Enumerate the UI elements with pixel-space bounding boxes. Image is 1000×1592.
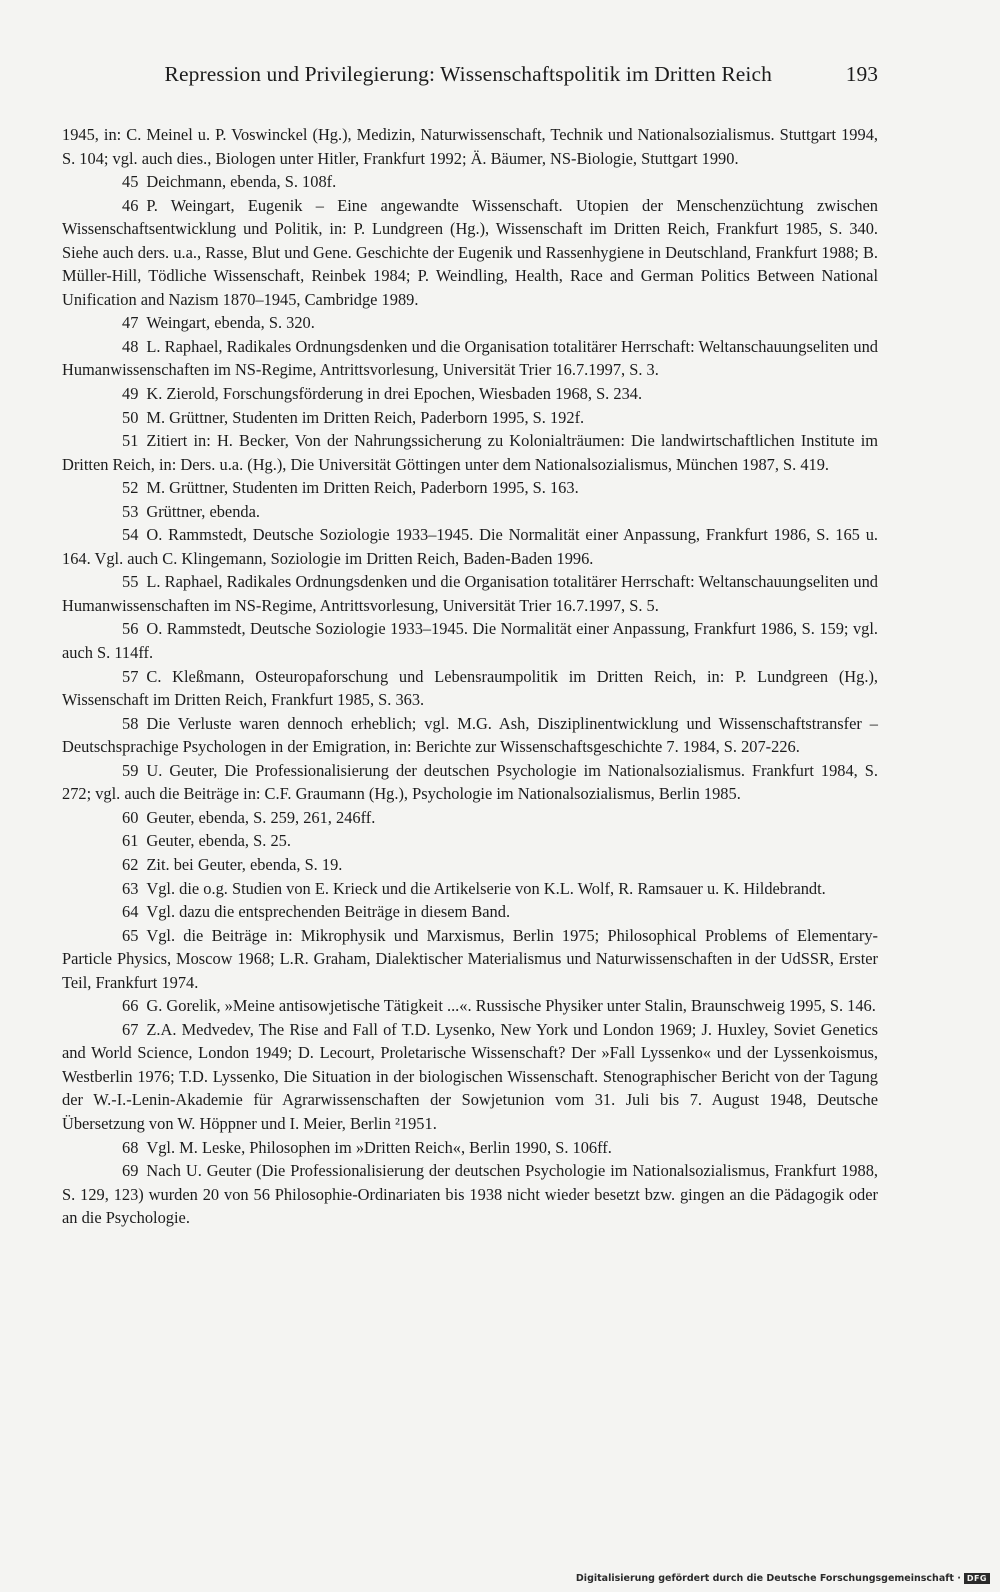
footnote-text: Zit. bei Geuter, ebenda, S. 19. [146,854,343,874]
footnote [62,665,878,712]
footnote [62,335,878,382]
running-head: Repression und Privilegierung: Wissenschaftspolitik im Dritten Reich [164,62,772,86]
footnote-number: 65 [122,925,139,945]
footnote-text: 1945, in: C. Meinel u. P. Voswinckel (Hg.), Medizin, Naturwissenschaft, Technik und Nationalsozialismus. Stuttgart 1994, S. 104; vgl. auch dies., Biologen unter Hitler, Frankfurt 1992; Ä. Bäumer, NS-Biologie, Stuttgart 1990. [62,125,878,168]
footnote [62,382,878,406]
footnote-text: Vgl. dazu die entsprechenden Beiträge in diesem Band. [146,902,511,922]
footnotes-list [62,123,878,1230]
footnote-number: 53 [122,501,139,521]
footnote [62,476,878,500]
footnote [62,1018,878,1136]
footnote-number: 67 [122,1019,139,1039]
footnote-text: L. Raphael, Radikales Ordnungsdenken und die Organisation totalitärer Herrschaft: Weltanschauungseliten und Humanwissenschaften im NS-Regime, Antrittsvorlesung, Universität Trier 16.7.1997, S. 3. [62,336,878,380]
footnote-number: 58 [122,713,139,733]
footnote-text: Vgl. M. Leske, Philosophen im »Dritten Reich«, Berlin 1990, S. 106ff. [146,1137,612,1157]
footnote-text: L. Raphael, Radikales Ordnungsdenken und die Organisation totalitärer Herrschaft: Weltanschauungseliten und Humanwissenschaften im NS-Regime, Antrittsvorlesung, Universität Trier 16.7.1997, S. 5. [62,572,878,615]
footnote-number: 69 [122,1161,139,1181]
footnote [62,994,878,1018]
footnote [62,806,878,830]
footnote-text: M. Grüttner, Studenten im Dritten Reich, Paderborn 1995, S. 192f. [146,407,585,427]
footnote [62,617,878,664]
footnote-number: 57 [122,666,139,686]
digitization-credit [576,1573,990,1584]
footnote [62,759,878,806]
footnote-number: 51 [122,431,139,451]
footnote [62,523,878,570]
footnote-text: Nach U. Geuter (Die Professionalisierung der deutschen Psychologie im Nationalsozialismus, Frankfurt 1988, S. 129, 123) wurden 20 von 56 Philosophie-Ordinariaten bis 1938 nicht wieder besetzt bzw. gingen an die Pädagogik oder an die Psychologie. [62,1161,878,1228]
footnote-number: 59 [122,760,139,780]
footnote-text: Grüttner, ebenda. [146,501,260,521]
footnote-number: 47 [122,313,139,333]
footnote [62,924,878,995]
footnote [62,311,878,335]
dfg-logo: DFG [964,1573,990,1584]
footnote-number: 48 [122,336,139,356]
footnote-text: P. Weingart, Eugenik – Eine angewandte Wissenschaft. Utopien der Menschenzüchtung zwischen Wissenschaftsentwicklung und Politik, in: P. Lundgreen (Hg.), Wissenschaft im Dritten Reich, Frankfurt 1985, S. 340. Siehe auch ders. u.a., Rasse, Blut und Gene. Geschichte der Eugenik und Rassenhygiene in Deutschland, Frankfurt 1988; B. Müller-Hill, Tödliche Wissenschaft, Reinbek 1984; P. Weindling, Health, Race and German Politics Between National Unification and Nazism 1870–1945, Cambridge 1989. [62,195,878,309]
footnote [62,1159,878,1230]
footnote-number: 66 [122,996,139,1016]
digitization-credit-text: Digitalisierung gefördert durch die Deutsche Forschungsgemeinschaft · [575,1573,961,1584]
footnote [62,1136,878,1160]
footnote-number: 54 [122,525,139,545]
footnote-text: K. Zierold, Forschungsförderung in drei Epochen, Wiesbaden 1968, S. 234. [146,384,643,404]
footnote-number: 50 [122,407,139,427]
footnote-text: Deichmann, ebenda, S. 108f. [146,172,337,192]
footnote [62,406,878,430]
footnote [62,429,878,476]
footnote [62,900,878,924]
footnote [62,877,878,901]
footnote-text: Vgl. die o.g. Studien von E. Krieck und die Artikelserie von K.L. Wolf, R. Ramsauer u. K. Hildebrandt. [146,878,826,898]
footnote-text: Weingart, ebenda, S. 320. [146,313,315,333]
footnote-text: G. Gorelik, »Meine antisowjetische Tätigkeit ...«. Russische Physiker unter Stalin, Braunschweig 1995, S. 146. [146,996,876,1016]
page-header [62,62,878,96]
footnote [62,170,878,194]
footnote-text: U. Geuter, Die Professionalisierung der deutschen Psychologie im Nationalsozialismus. Frankfurt 1984, S. 272; vgl. auch die Beiträge in: C.F. Graumann (Hg.), Psychologie im Nationalsozialismus, Berlin 1985. [62,760,878,804]
footnote-text: Z.A. Medvedev, The Rise and Fall of T.D. Lysenko, New York und London 1969; J. Huxley, Soviet Genetics and World Science, London 1949; D. Lecourt, Proletarische Wissenschaft? Der »Fall Lyssenko« und der Lyssenkoismus, Westberlin 1976; T.D. Lyssenko, Die Situation in der biologischen Wissenschaft. Stenographischer Bericht von der Tagung der W.-I.-Lenin-Akademie für Agrarwissenschaften der Sowjetunion vom 31. Juli bis 7. August 1948, Deutsche Übersetzung von W. Höppner und I. Meier, Berlin ²1951. [62,1019,878,1133]
footnote [62,123,878,170]
footnote [62,570,878,617]
footnote [62,853,878,877]
footnote-number: 52 [122,478,139,498]
footnote [62,712,878,759]
footnote-number: 68 [122,1137,139,1157]
footnote-number: 46 [122,195,139,215]
footnote-number: 49 [122,384,139,404]
footnote-text: Die Verluste waren dennoch erheblich; vgl. M.G. Ash, Disziplinentwicklung und Wissenschaftstransfer – Deutschsprachige Psychologen in der Emigration, in: Berichte zur Wissenschaftsgeschichte 7. 1984, S. 207-226. [62,713,878,757]
footnote-number: 55 [122,572,139,592]
footnote-number: 61 [122,831,139,851]
footnote-text: Geuter, ebenda, S. 25. [146,831,291,851]
footnote-number: 45 [122,172,139,192]
footnote-text: Geuter, ebenda, S. 259, 261, 246ff. [146,807,376,827]
footnote-text: Zitiert in: H. Becker, Von der Nahrungssicherung zu Kolonialträumen: Die landwirtschaftlichen Institute im Dritten Reich, in: Ders. u.a. (Hg.), Die Universität Göttingen unter dem Nationalsozialismus, München 1987, S. 419. [62,431,878,474]
footnote [62,500,878,524]
footnote-text: O. Rammstedt, Deutsche Soziologie 1933–1945. Die Normalität einer Anpassung, Frankfurt 1986, S. 159; vgl. auch S. 114ff. [62,619,878,663]
footnote-number: 64 [122,902,139,922]
footnote-number: 60 [122,807,139,827]
page-number: 193 [845,62,878,86]
footnote [62,829,878,853]
footnote [62,194,878,312]
footnote-text: Vgl. die Beiträge in: Mikrophysik und Marxismus, Berlin 1975; Philosophical Problems of Elementary-Particle Physics, Moscow 1968; L.R. Graham, Dialektischer Materialismus und Naturwissenschaften in der UdSSR, Erster Teil, Frankfurt 1974. [62,925,878,992]
footnote-number: 62 [122,854,139,874]
footnote-number: 56 [122,619,139,639]
footnote-number: 63 [122,878,139,898]
footnote-text: C. Kleßmann, Osteuropaforschung und Lebensraumpolitik im Dritten Reich, in: P. Lundgreen (Hg.), Wissenschaft im Dritten Reich, Frankfurt 1985, S. 363. [62,666,878,710]
footnote-text: O. Rammstedt, Deutsche Soziologie 1933–1945. Die Normalität einer Anpassung, Frankfurt 1986, S. 165 u. 164. Vgl. auch C. Klingemann, Soziologie im Dritten Reich, Baden-Baden 1996. [62,525,878,568]
footnote-text: M. Grüttner, Studenten im Dritten Reich, Paderborn 1995, S. 163. [146,478,579,498]
